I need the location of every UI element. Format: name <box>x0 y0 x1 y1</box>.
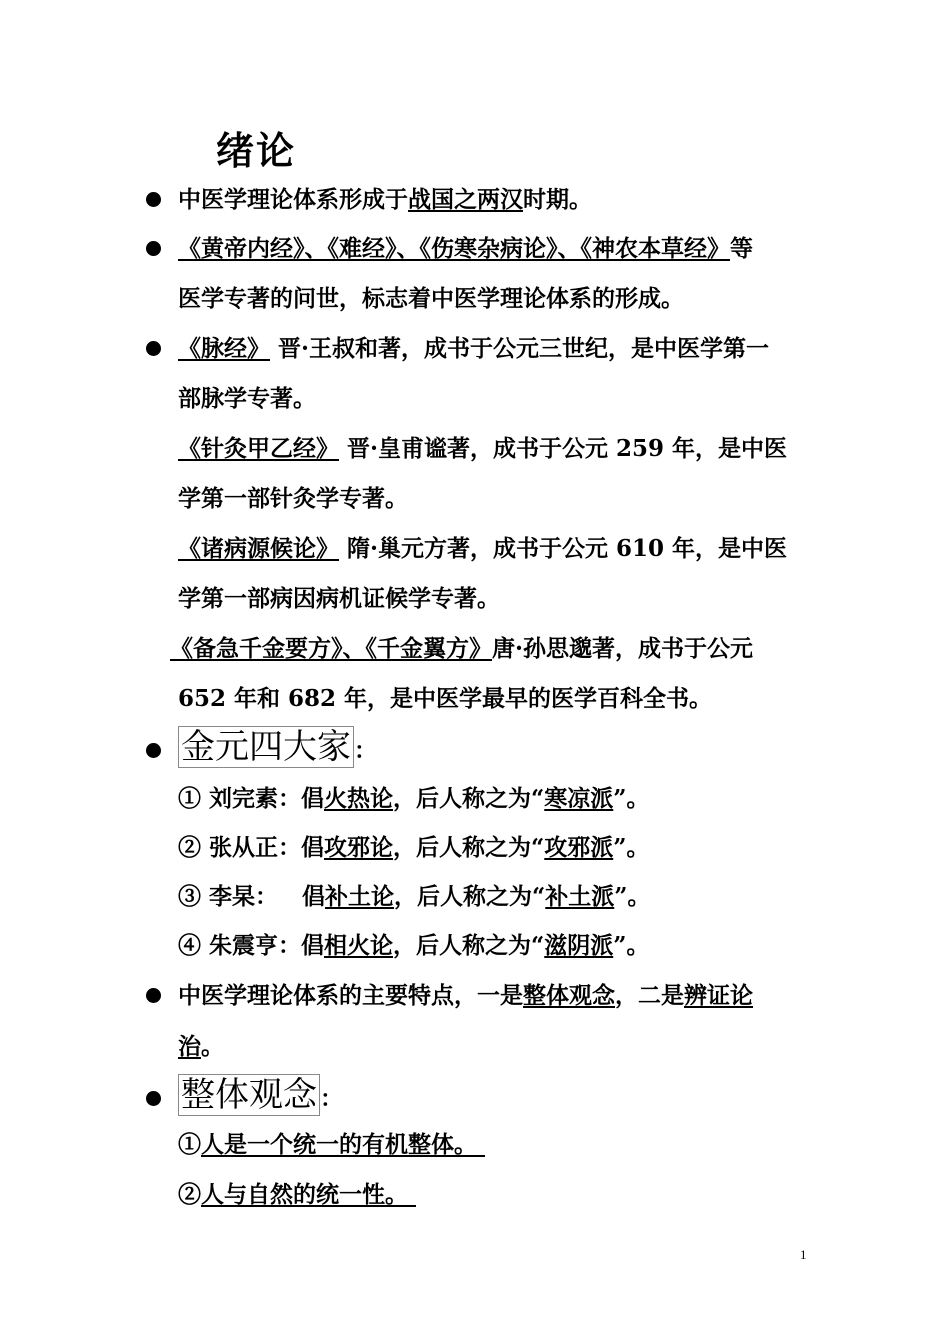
text: ，二是 <box>615 982 684 1009</box>
underlined-text: 火热论 <box>324 785 394 812</box>
underlined-text: 《脉经》 <box>178 335 270 362</box>
text: ： <box>354 737 377 764</box>
underlined-text: 攻邪论 <box>324 834 394 861</box>
text: ① <box>178 1131 201 1158</box>
underlined-text: 整体观念 <box>523 982 615 1009</box>
underlined-text: 《神农本草经》 <box>580 235 730 262</box>
text: 晋·王叔和著，成书于公元三世纪，是中医学第一 <box>278 335 770 362</box>
underlined-text: 《伤寒杂病论》 <box>419 235 558 262</box>
page-number: 1 <box>800 1247 807 1262</box>
list-item <box>178 783 649 815</box>
text: 中医学理论体系形成于 <box>178 186 408 213</box>
underlined-text: 《针灸甲乙经》 <box>178 435 339 462</box>
underlined-text: 《备急千金要方》 <box>170 635 343 662</box>
paragraph-qianjin-line2: 652 年和 682 年，是中医学最早的医学百科全书。 <box>178 685 713 712</box>
list-item <box>178 1129 485 1161</box>
underlined-text: 《诸病源候论》 <box>178 535 339 562</box>
paragraph-zhenjiu <box>178 433 787 465</box>
text: ② <box>178 1181 201 1208</box>
text: ”。 <box>613 834 650 861</box>
list-item <box>178 881 651 913</box>
text: ② 张从正：倡 <box>178 834 325 861</box>
heading-holism <box>178 1074 343 1120</box>
separator: 、 <box>396 235 420 262</box>
text: 隋·巢元方著，成书于公元 610 年，是中医 <box>347 535 788 562</box>
underlined-text: 辨证论 <box>684 982 753 1009</box>
heading-jinyuan <box>178 726 377 772</box>
text: 中医学理论体系的主要特点，一是 <box>178 982 523 1009</box>
text: ”。 <box>613 785 650 812</box>
paragraph-classics <box>178 233 753 265</box>
underlined-text: 补土派 <box>545 883 615 910</box>
underlined-text: 《黄帝内经》 <box>178 235 305 262</box>
list-item <box>178 1179 416 1211</box>
text: 等 <box>730 235 753 262</box>
text: 唐·孙思邈著，成书于公元 <box>492 635 754 662</box>
underlined-text: 《千金翼方》 <box>365 635 492 662</box>
underlined-text: 相火论 <box>324 932 394 959</box>
list-item <box>178 930 649 962</box>
underlined-text: 人是一个统一的有机整体。 <box>201 1131 486 1158</box>
underlined-text: 《难经》 <box>327 235 397 262</box>
separator: 、 <box>304 235 328 262</box>
page-title: 绪论 <box>216 129 297 173</box>
separator: 、 <box>342 635 366 662</box>
paragraph-formation-period <box>178 184 592 216</box>
list-item <box>178 832 649 864</box>
bullet-icon <box>146 743 161 758</box>
underlined-text: 人与自然的统一性。 <box>201 1181 417 1208</box>
underlined-text: 攻邪派 <box>544 834 614 861</box>
bullet-icon <box>146 241 161 256</box>
underlined-text: 补土论 <box>325 883 395 910</box>
underlined-text: 战国之两汉 <box>408 186 523 213</box>
paragraph-characteristics <box>178 980 753 1012</box>
text: ，后人称之为“ <box>394 883 546 910</box>
text: 晋·皇甫谧著，成书于公元 259 年，是中医 <box>347 435 788 462</box>
text: ③ 李杲： 倡 <box>178 883 326 910</box>
underlined-text: 寒凉派 <box>544 785 614 812</box>
text: ④ 朱震亨：倡 <box>178 932 325 959</box>
separator: 、 <box>557 235 581 262</box>
bullet-icon <box>146 192 161 207</box>
paragraph-zhenjiu-line2: 学第一部针灸学专著。 <box>178 485 408 512</box>
section-heading: 整体观念 <box>178 1074 320 1116</box>
paragraph-zhubing <box>178 533 787 565</box>
paragraph-classics-line2: 医学专著的问世，标志着中医学理论体系的形成。 <box>178 285 684 312</box>
text: 。 <box>201 1033 224 1060</box>
paragraph-maijing-line2: 部脉学专著。 <box>178 385 316 412</box>
paragraph-qianjin <box>170 633 753 665</box>
paragraph-zhubing-line2: 学第一部病因病机证候学专著。 <box>178 585 500 612</box>
text: ”。 <box>614 883 651 910</box>
bullet-icon <box>146 341 161 356</box>
text: ： <box>320 1085 343 1112</box>
underlined-text: 治 <box>178 1033 201 1060</box>
text: ，后人称之为“ <box>393 834 545 861</box>
underlined-text: 滋阴派 <box>544 932 614 959</box>
paragraph-characteristics-line2 <box>178 1031 224 1063</box>
text: ，后人称之为“ <box>393 932 545 959</box>
paragraph-maijing <box>178 333 769 365</box>
text: ① 刘完素：倡 <box>178 785 325 812</box>
section-heading: 金元四大家 <box>178 726 354 768</box>
text: ”。 <box>613 932 650 959</box>
bullet-icon <box>146 1091 161 1106</box>
bullet-icon <box>146 988 161 1003</box>
text: 时期。 <box>523 186 592 213</box>
text: ，后人称之为“ <box>393 785 545 812</box>
